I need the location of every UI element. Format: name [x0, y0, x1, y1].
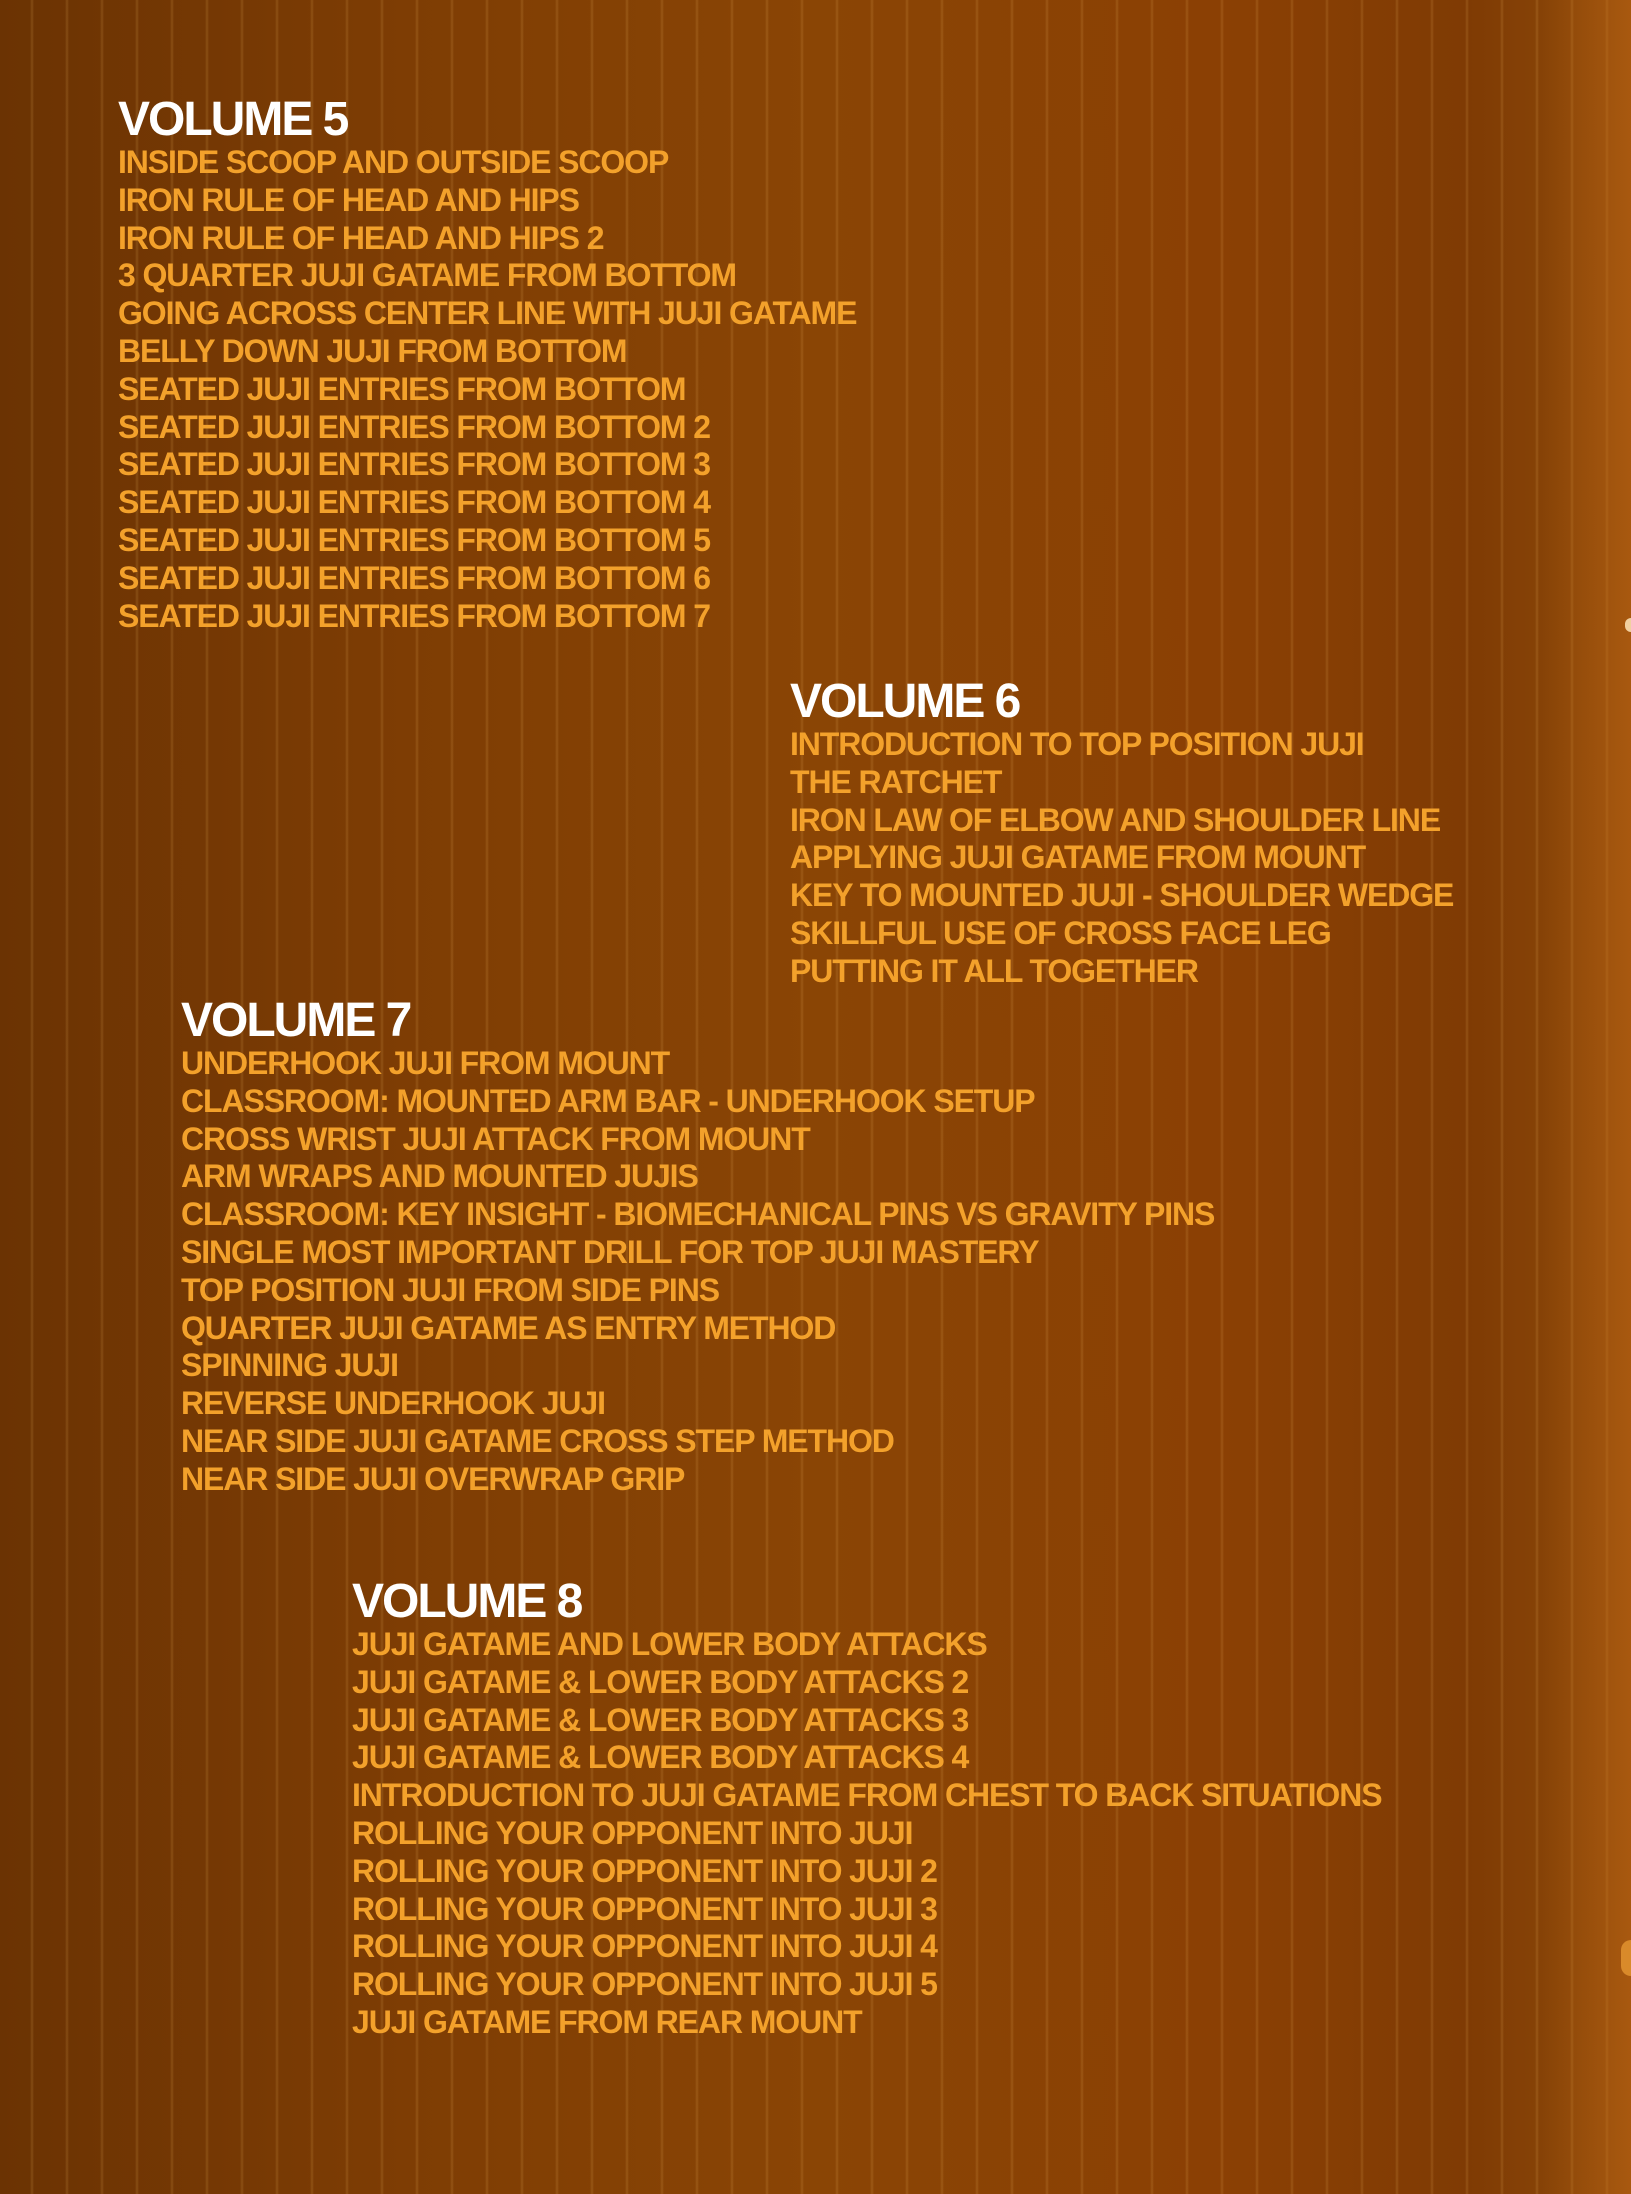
chapter-item: GOING ACROSS CENTER LINE WITH JUJI GATAME — [118, 295, 857, 332]
chapter-item: SINGLE MOST IMPORTANT DRILL FOR TOP JUJI MASTERY — [181, 1233, 1039, 1270]
chapter-item: SEATED JUJI ENTRIES FROM BOTTOM 6 — [118, 559, 710, 596]
chapter-item: INTRODUCTION TO TOP POSITION JUJI — [790, 726, 1364, 762]
chapter-item: 3 QUARTER JUJI GATAME FROM BOTTOM — [118, 257, 736, 294]
chapter-item: ROLLING YOUR OPPONENT INTO JUJI — [352, 1814, 913, 1851]
chapter-list — [790, 726, 1453, 991]
chapter-item: CROSS WRIST JUJI ATTACK FROM MOUNT — [181, 1120, 810, 1157]
chapter-item: ARM WRAPS AND MOUNTED JUJIS — [181, 1158, 698, 1195]
chapter-list — [352, 1626, 1381, 2042]
edge-glow — [1541, 0, 1631, 2194]
edge-highlight — [1625, 618, 1631, 632]
chapter-item: IRON LAW OF ELBOW AND SHOULDER LINE — [790, 801, 1441, 838]
chapter-item: QUARTER JUJI GATAME AS ENTRY METHOD — [181, 1309, 836, 1346]
chapter-item: JUJI GATAME FROM REAR MOUNT — [352, 2003, 862, 2040]
chapter-item: INSIDE SCOOP AND OUTSIDE SCOOP — [118, 144, 669, 180]
chapter-item: ROLLING YOUR OPPONENT INTO JUJI 3 — [352, 1890, 937, 1927]
chapter-list — [181, 1045, 1214, 1499]
chapter-item: ROLLING YOUR OPPONENT INTO JUJI 4 — [352, 1928, 937, 1965]
chapter-item: SEATED JUJI ENTRIES FROM BOTTOM 5 — [118, 521, 710, 558]
volume-title: VOLUME 8 — [352, 1575, 582, 1628]
chapter-item: SKILLFUL USE OF CROSS FACE LEG — [790, 914, 1331, 951]
volume-5-section — [118, 93, 857, 635]
chapter-item: SEATED JUJI ENTRIES FROM BOTTOM 7 — [118, 597, 710, 634]
chapter-item: UNDERHOOK JUJI FROM MOUNT — [181, 1045, 670, 1081]
chapter-item: APPLYING JUJI GATAME FROM MOUNT — [790, 839, 1366, 876]
chapter-item: IRON RULE OF HEAD AND HIPS 2 — [118, 219, 604, 256]
chapter-item: PUTTING IT ALL TOGETHER — [790, 952, 1198, 989]
chapter-item: JUJI GATAME & LOWER BODY ATTACKS 4 — [352, 1739, 969, 1776]
volume-6-section — [790, 675, 1454, 991]
volume-title: VOLUME 6 — [790, 675, 1020, 728]
chapter-item: THE RATCHET — [790, 763, 1002, 800]
chapter-item: NEAR SIDE JUJI GATAME CROSS STEP METHOD — [181, 1422, 894, 1459]
chapter-item: BELLY DOWN JUJI FROM BOTTOM — [118, 332, 627, 369]
chapter-item: SEATED JUJI ENTRIES FROM BOTTOM 3 — [118, 446, 710, 483]
chapter-item: NEAR SIDE JUJI OVERWRAP GRIP — [181, 1460, 685, 1497]
chapter-item: JUJI GATAME AND LOWER BODY ATTACKS — [352, 1626, 987, 1662]
chapter-item: SEATED JUJI ENTRIES FROM BOTTOM 4 — [118, 484, 710, 521]
chapter-list — [118, 144, 856, 635]
chapter-item: SPINNING JUJI — [181, 1347, 398, 1384]
chapter-item: ROLLING YOUR OPPONENT INTO JUJI 5 — [352, 1966, 937, 2003]
chapter-item: CLASSROOM: KEY INSIGHT - BIOMECHANICAL PINS VS GRAVITY PINS — [181, 1196, 1215, 1233]
chapter-item: INTRODUCTION TO JUJI GATAME FROM CHEST TO BACK SITUATIONS — [352, 1777, 1382, 1814]
chapter-item: KEY TO MOUNTED JUJI - SHOULDER WEDGE — [790, 877, 1454, 914]
chapter-item: CLASSROOM: MOUNTED ARM BAR - UNDERHOOK SETUP — [181, 1082, 1035, 1119]
volume-8-section — [352, 1575, 1382, 2042]
chapter-item: SEATED JUJI ENTRIES FROM BOTTOM 2 — [118, 408, 710, 445]
volume-title: VOLUME 7 — [181, 994, 411, 1047]
chapter-item: SEATED JUJI ENTRIES FROM BOTTOM — [118, 370, 686, 407]
edge-highlight — [1621, 1940, 1631, 1976]
chapter-item: REVERSE UNDERHOOK JUJI — [181, 1385, 605, 1422]
volume-7-section — [181, 994, 1215, 1499]
chapter-item: ROLLING YOUR OPPONENT INTO JUJI 2 — [352, 1852, 937, 1889]
volume-title: VOLUME 5 — [118, 93, 348, 146]
chapter-item: TOP POSITION JUJI FROM SIDE PINS — [181, 1271, 719, 1308]
chapter-item: JUJI GATAME & LOWER BODY ATTACKS 2 — [352, 1663, 969, 1700]
chapter-item: IRON RULE OF HEAD AND HIPS — [118, 181, 579, 218]
chapter-item: JUJI GATAME & LOWER BODY ATTACKS 3 — [352, 1701, 969, 1738]
